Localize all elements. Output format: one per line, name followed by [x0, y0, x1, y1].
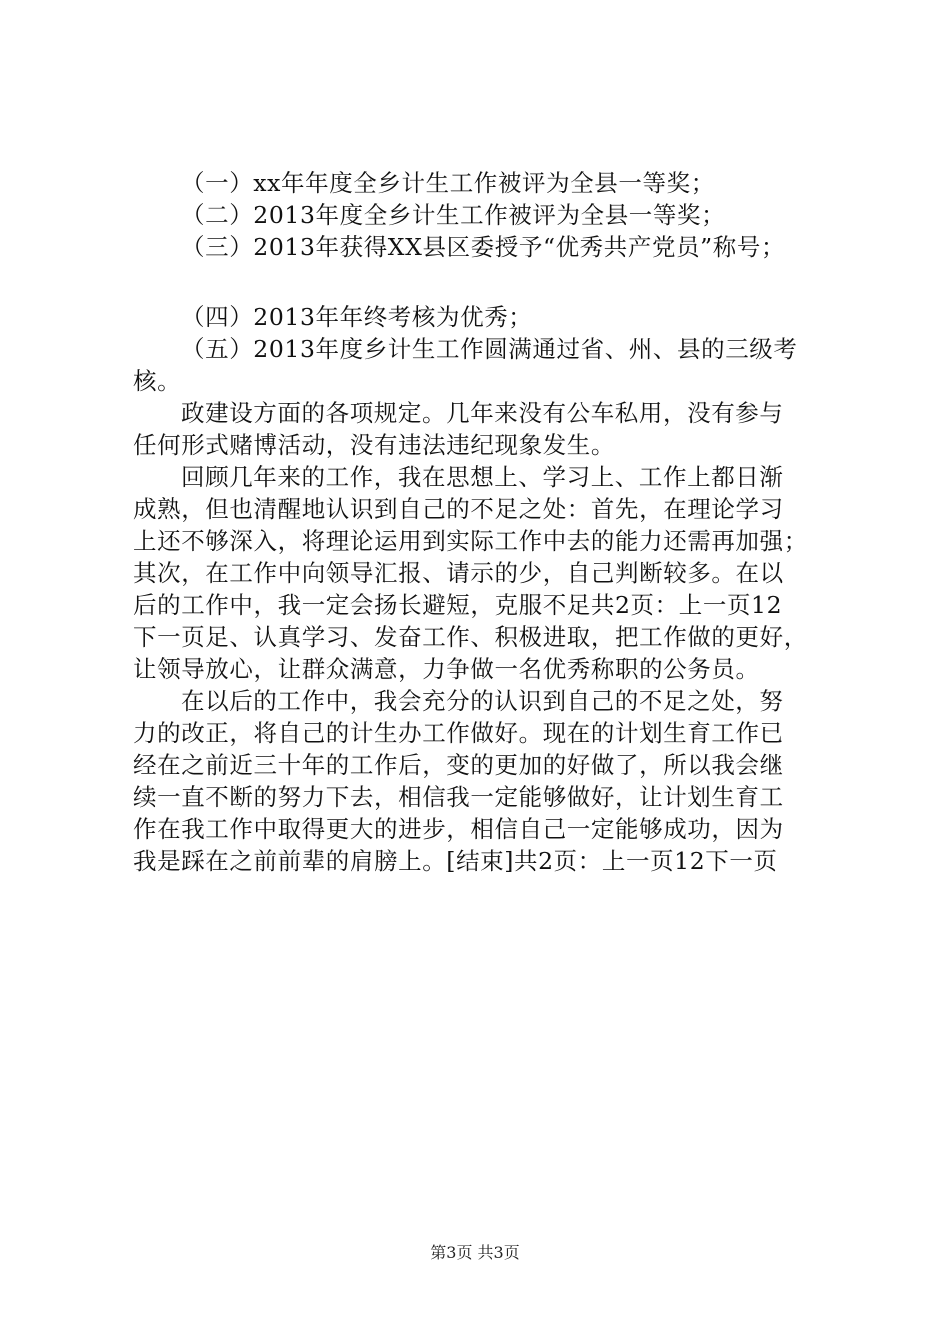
paragraph-line: 上还不够深入，将理论运用到实际工作中去的能力还需再加强； [133, 527, 808, 555]
paragraph-line: 在以后的工作中，我会充分的认识到自己的不足之处，努 [181, 687, 784, 715]
paragraph-line: 作在我工作中取得更大的进步，相信自己一定能够成功，因为 [133, 815, 784, 843]
list-item-3: （三）2013年获得XX县区委授予“优秀共产党员”称号； [181, 233, 786, 261]
list-item-2: （二）2013年度全乡计生工作被评为全县一等奖； [181, 201, 726, 229]
paragraph-line: 政建设方面的各项规定。几年来没有公车私用，没有参与 [181, 399, 784, 427]
paragraph-line: 后的工作中，我一定会扬长避短，克服不足共2页：上一页12 [133, 591, 783, 619]
list-item-5: （五）2013年度乡计生工作圆满通过省、州、县的三级考 [181, 335, 798, 363]
page-number-footer: 第3页 共3页 [430, 1243, 520, 1262]
paragraph-line: 任何形式赌博活动，没有违法违纪现象发生。 [133, 431, 615, 459]
blank-gap [133, 263, 823, 301]
paragraph-line: 回顾几年来的工作，我在思想上、学习上、工作上都日渐 [181, 463, 784, 491]
paragraph-line: 成熟，但也清醒地认识到自己的不足之处：首先，在理论学习 [133, 495, 784, 523]
list-item-4: （四）2013年年终考核为优秀； [181, 303, 533, 331]
paragraph-line: 下一页足、认真学习、发奋工作、积极进取，把工作做的更好， [133, 623, 808, 651]
list-item-1: （一）xx年年度全乡计生工作被评为全县一等奖； [181, 169, 715, 197]
paragraph-line: 力的改正，将自己的计生办工作做好。现在的计划生育工作已 [133, 719, 784, 747]
paragraph-line: 我是踩在之前前辈的肩膀上。[结束]共2页：上一页12下一页 [133, 847, 778, 875]
document-body [133, 167, 823, 877]
list-item-5-continued: 核。 [133, 367, 182, 395]
paragraph-line: 经在之前近三十年的工作后，变的更加的好做了，所以我会继 [133, 751, 784, 779]
paragraph-line: 其次，在工作中向领导汇报、请示的少，自己判断较多。在以 [133, 559, 784, 587]
paragraph-line: 续一直不断的努力下去，相信我一定能够做好，让计划生育工 [133, 783, 784, 811]
paragraph-line: 让领导放心，让群众满意，力争做一名优秀称职的公务员。 [133, 655, 760, 683]
